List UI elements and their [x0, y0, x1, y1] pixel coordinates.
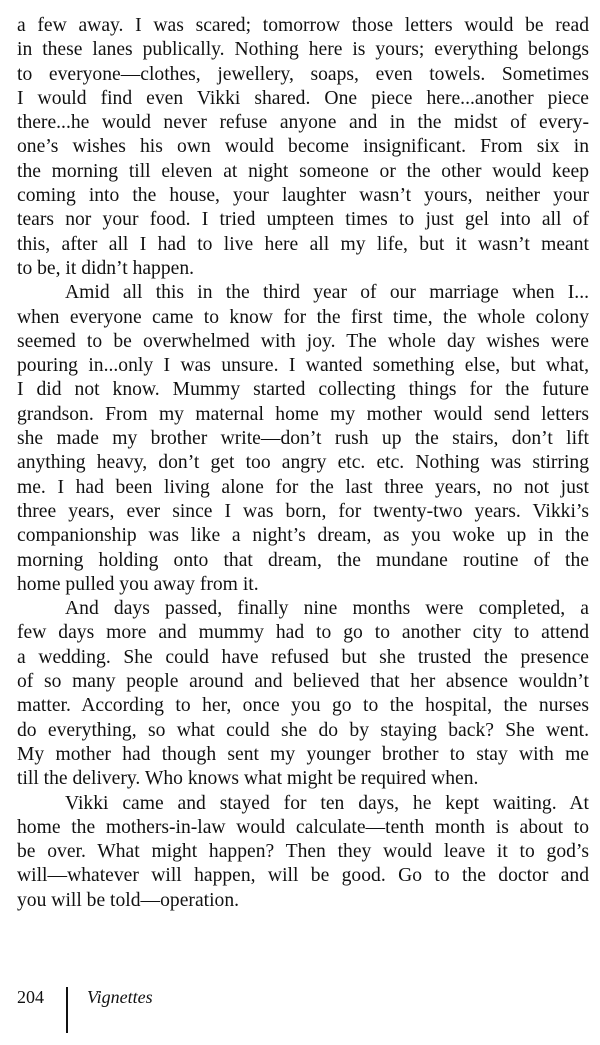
text-line: to everyone—clothes, jewellery, soaps, even towels. Sometimes	[17, 63, 589, 85]
text-line: till the delivery. Who knows what might be required when.	[17, 768, 479, 790]
text-line: home the mothers-in-law would calculate—tenth month is about to	[17, 816, 589, 838]
text-line: you will be told—operation.	[17, 889, 240, 911]
text-line: morning holding onto that dream, the mundane routine of the	[17, 549, 589, 571]
text-line: in these lanes publically. Nothing here is yours; everything belongs	[17, 39, 589, 61]
text-line: pouring in...only I was unsure. I wanted something else, but what,	[17, 355, 589, 377]
text-line: of so many people around and believed that her absence wouldn’t	[17, 671, 589, 693]
text-line: she made my brother write—don’t rush up the stairs, don’t lift	[17, 428, 589, 450]
text-line: a wedding. She could have refused but she trusted the presence	[17, 646, 589, 668]
text-line: be over. What might happen? Then they would leave it to god’s	[17, 841, 589, 863]
text-line: me. I had been living alone for the last three years, no not just	[17, 476, 589, 498]
text-line: anything heavy, don’t get too angry etc. etc. Nothing was stirring	[17, 452, 589, 474]
text-line: tears nor your food. I tried umpteen times to just gel into all of	[17, 209, 589, 231]
text-line: I did not know. Mummy started collecting things for the future	[17, 379, 589, 401]
text-line: And days passed, finally nine months were completed, a	[65, 598, 589, 620]
text-line: this, after all I had to live here all my life, but it wasn’t meant	[17, 233, 589, 255]
text-line: three years, ever since I was born, for twenty-two years. Vikki’s	[17, 500, 589, 522]
text-line: to be, it didn’t happen.	[17, 257, 195, 279]
text-line: Vikki came and stayed for ten days, he kept waiting. At	[65, 792, 589, 814]
footer-divider	[66, 987, 68, 1033]
text-line: when everyone came to know for the first time, the whole colony	[17, 306, 589, 328]
text-line: matter. According to her, once you go to the hospital, the nurses	[17, 695, 589, 717]
page-footer	[17, 985, 577, 1035]
text-line: one’s wishes his own would become insignificant. From six in	[17, 136, 589, 158]
text-line: will—whatever will happen, will be good. Go to the doctor and	[17, 865, 589, 887]
page-number: 204	[17, 987, 44, 1007]
text-line: grandson. From my maternal home my mother would send letters	[17, 403, 589, 425]
text-line: seemed to be overwhelmed with joy. The whole day wishes were	[17, 330, 589, 352]
running-title: Vignettes	[87, 987, 153, 1007]
body-text	[17, 14, 589, 913]
text-line: home pulled you away from it.	[17, 573, 259, 595]
text-line: few days more and mummy had to go to another city to attend	[17, 622, 589, 644]
text-line: a few away. I was scared; tomorrow those letters would be read	[17, 15, 589, 36]
text-line: there...he would never refuse anyone and in the midst of every-	[17, 112, 589, 134]
text-line: coming into the house, your laughter wasn’t yours, neither your	[17, 185, 589, 207]
text-line: Amid all this in the third year of our marriage when I...	[65, 282, 589, 304]
text-line: companionship was like a night’s dream, as you woke up in the	[17, 525, 589, 547]
text-line: I would find even Vikki shared. One piece here...another piece	[17, 87, 589, 109]
text-line: the morning till eleven at night someone or the other would keep	[17, 160, 589, 182]
text-line: do everything, so what could she do by staying back? She went.	[17, 719, 589, 741]
text-line: My mother had though sent my younger brother to stay with me	[17, 743, 589, 765]
